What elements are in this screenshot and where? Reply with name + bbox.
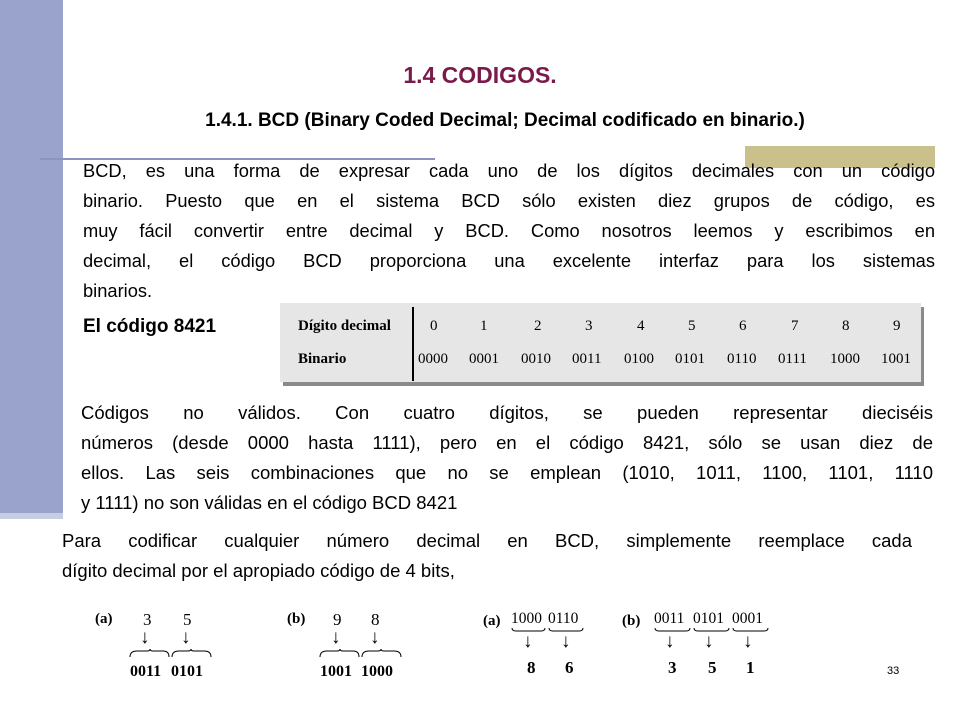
decimal-digit: 9 [333, 610, 342, 629]
table-divider [412, 307, 414, 381]
table-digit: 3 [585, 318, 593, 334]
table-binary: 0001 [469, 351, 499, 367]
bcd-bits: 0101 [693, 610, 724, 627]
table-binary: 1001 [881, 351, 911, 367]
decimal-result: 5 [708, 658, 717, 677]
paragraph-line: binario. Puesto que en el sistema BCD sólo existen diez grupos de código, es [83, 190, 935, 211]
example-tag: (b) [287, 611, 306, 627]
down-arrow-icon: ↓ [331, 627, 341, 648]
example-tag: (a) [95, 611, 113, 627]
example-tag: (b) [622, 613, 641, 629]
table-binary: 0101 [675, 351, 705, 367]
decimal-result: 8 [527, 658, 536, 677]
paragraph-line: números (desde 0000 hasta 1111), pero en el código 8421, sólo se usan diez de [81, 432, 933, 453]
table-digit: 5 [688, 318, 696, 334]
table-header-label: Dígito decimal [298, 318, 391, 334]
table-row-label: Binario [298, 351, 347, 367]
paragraph-line: ellos. Las seis combinaciones que no se emplean (1010, 1011, 1100, 1101, 1110 [81, 462, 933, 483]
paragraph-line: y 1111) no son válidas en el código BCD 8421 [81, 492, 458, 513]
bcd-bits: 0011 [654, 610, 685, 627]
slide-title: 1.4 CODIGOS. [403, 62, 557, 88]
bcd-bits: 0110 [548, 610, 579, 627]
example-encode-a [95, 608, 225, 688]
example-decode-a [483, 610, 603, 680]
paragraph-invalid-codes [81, 398, 933, 518]
bcd-code: 1000 [361, 663, 393, 680]
table-digit: 9 [893, 318, 901, 334]
decimal-result: 3 [668, 658, 677, 677]
table-binary: 0111 [778, 351, 807, 367]
decimal-result: 1 [746, 658, 755, 677]
table-binary: 0010 [521, 351, 551, 367]
example-encode-b [287, 608, 417, 688]
table-digit: 0 [430, 318, 438, 334]
example-decode-b [622, 610, 782, 680]
down-arrow-icon: ↓ [743, 631, 753, 652]
paragraph-bcd-definition [83, 156, 935, 306]
brace-icon [319, 649, 403, 658]
down-arrow-icon: ↓ [181, 627, 191, 648]
table-digit: 7 [791, 318, 799, 334]
paragraph-line: dígito decimal por el apropiado código de 4 bits, [62, 560, 455, 581]
paragraph-line: binarios. [83, 280, 153, 301]
table-digit: 8 [842, 318, 850, 334]
decimal-digit: 5 [183, 610, 192, 629]
bcd-bits: 1000 [511, 610, 542, 627]
bcd-code: 0101 [171, 663, 203, 680]
bcd-table [280, 303, 921, 382]
left-bar-shadow [0, 513, 63, 519]
bcd-bits: 0001 [732, 610, 763, 627]
down-arrow-icon: ↓ [140, 627, 150, 648]
brace-icon [129, 649, 213, 658]
paragraph-line: BCD, es una forma de expresar cada uno de los dígitos decimales con un código [83, 160, 935, 181]
table-binary: 0110 [727, 351, 757, 367]
decimal-digit: 3 [143, 610, 152, 629]
code-8421-label: El código 8421 [83, 316, 217, 337]
slide-subtitle: 1.4.1. BCD (Binary Coded Decimal; Decimal codificado en binario.) [205, 110, 805, 131]
table-binary: 1000 [830, 351, 860, 367]
table-binary: 0011 [572, 351, 602, 367]
down-arrow-icon: ↓ [523, 631, 533, 652]
table-binary: 0100 [624, 351, 654, 367]
paragraph-line: muy fácil convertir entre decimal y BCD. Como nosotros leemos y escribimos en [83, 220, 935, 241]
table-digit: 6 [739, 318, 747, 334]
bcd-code: 0011 [130, 663, 162, 680]
down-arrow-icon: ↓ [561, 631, 571, 652]
bcd-code: 1001 [320, 663, 352, 680]
table-digit: 4 [637, 318, 645, 334]
decimal-digit: 8 [371, 610, 380, 629]
page-number: 33 [887, 665, 900, 677]
table-binary: 0000 [418, 351, 448, 367]
down-arrow-icon: ↓ [370, 627, 380, 648]
example-tag: (a) [483, 613, 501, 629]
paragraph-line: Para codificar cualquier número decimal en BCD, simplemente reemplace cada [62, 530, 912, 551]
table-digit: 2 [534, 318, 542, 334]
paragraph-line: Códigos no válidos. Con cuatro dígitos, se pueden representar dieciséis [81, 402, 933, 423]
down-arrow-icon: ↓ [665, 631, 675, 652]
down-arrow-icon: ↓ [704, 631, 714, 652]
paragraph-encoding [62, 526, 912, 586]
paragraph-line: decimal, el código BCD proporciona una excelente interfaz para los sistemas [83, 250, 935, 271]
decimal-result: 6 [565, 658, 574, 677]
table-digit: 1 [480, 318, 488, 334]
